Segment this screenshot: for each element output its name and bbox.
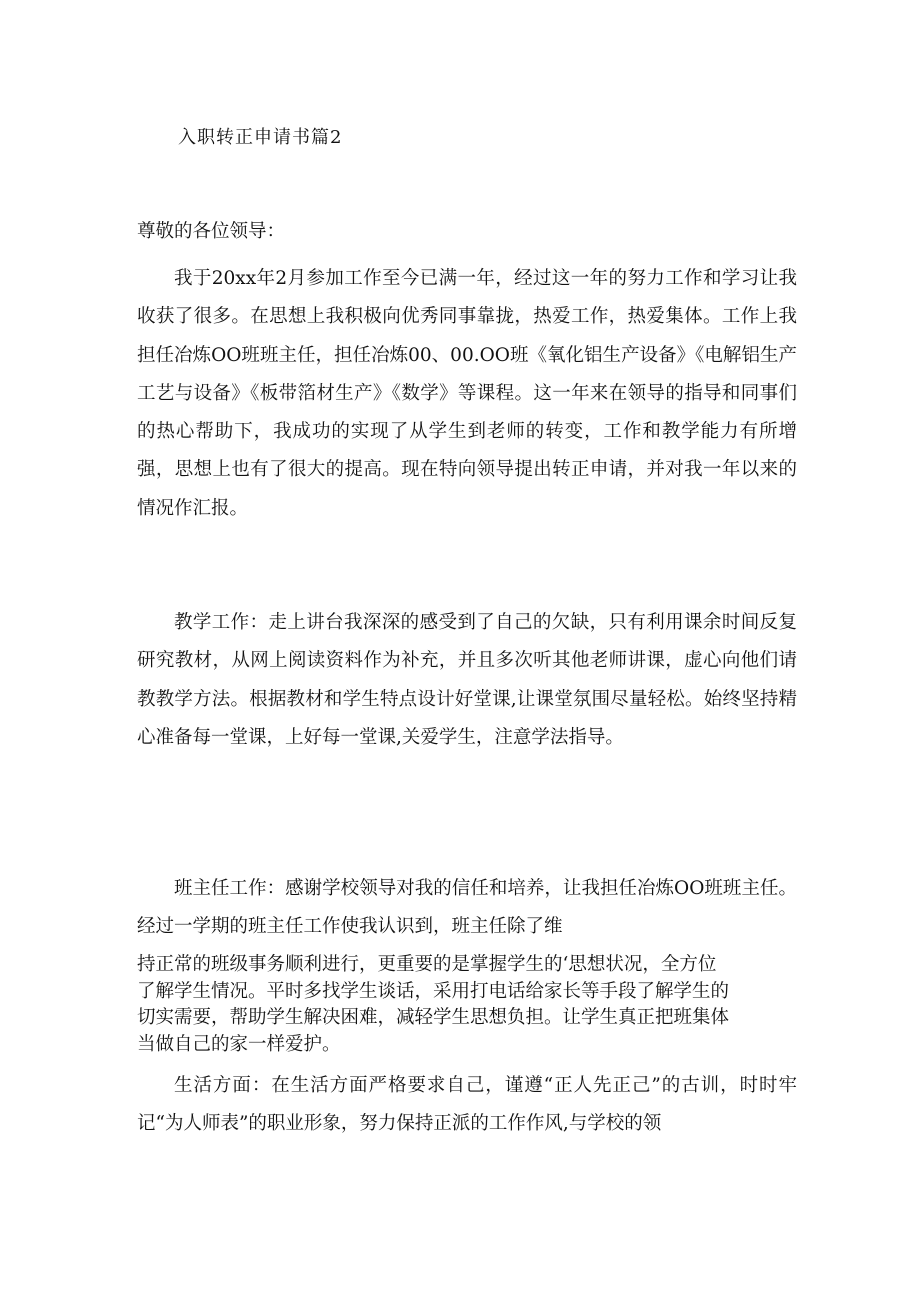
text-line: 持正常的班级事务顺利进行，更重要的是掌握学生的‘思想状况，全方位 <box>137 954 717 975</box>
paragraph-life: 生活方面：在生活方面严格要求自己，谨遵“正人先正己”的古训，时时牢记“为人师表”的职业形象，努力保持正派的工作作风,与学校的领 <box>137 1075 797 1135</box>
salutation: 尊敬的各位领导： <box>137 221 286 242</box>
text-line: 当做自己的家一样爱护。 <box>137 1034 341 1056</box>
paragraph-intro: 我于20xx年2月参加工作至今已满一年，经过这一年的努力工作和学习让我收获了很多。在思想上我积极向优秀同事靠拢，热爱工作，热爱集体。工作上我担任冶炼OO班班主任，担任冶炼00、00.OO班《氧化铝生产设备》《电解铝生产工艺与设备》《板带箔材生产》《数学》等课程。这一年来在领导的指导和同事们的热心帮助下，我成功的实现了从学生到老师的转变，工作和教学能力有所增强，思想上也有了很大的提高。现在特向领导提出转正申请，并对我一年以来的情况作汇报。 <box>137 268 797 519</box>
paragraph-teaching: 教学工作：走上讲台我深深的感受到了自己的欠缺，只有利用课余时间反复研究教材，从网上阅读资料作为补充，并且多次听其他老师讲课，虚心向他们请教教学方法。根据教材和学生特点设计好堂课,让课堂氛围尽量轻松。始终坚持精心准备每一堂课，上好每一堂课,关爱学生，注意学法指导。 <box>137 612 797 748</box>
document-title: 入职转正申请书篇2 <box>178 127 343 148</box>
text-line: 了解学生情况。平时多找学生谈话，采用打电话给家长等手段了解学生的 <box>137 980 730 1002</box>
text-line: 切实需要，帮助学生解决困难，减轻学生思想负担。让学生真正把班集体 <box>137 1007 730 1029</box>
paragraph-head-teacher-continued <box>137 952 797 1059</box>
paragraph-head-teacher: 班主任工作：感谢学校领导对我的信任和培养，让我担任冶炼OO班班主任。经过一学期的班主任工作使我认识到，班主任除了维 <box>137 878 797 938</box>
